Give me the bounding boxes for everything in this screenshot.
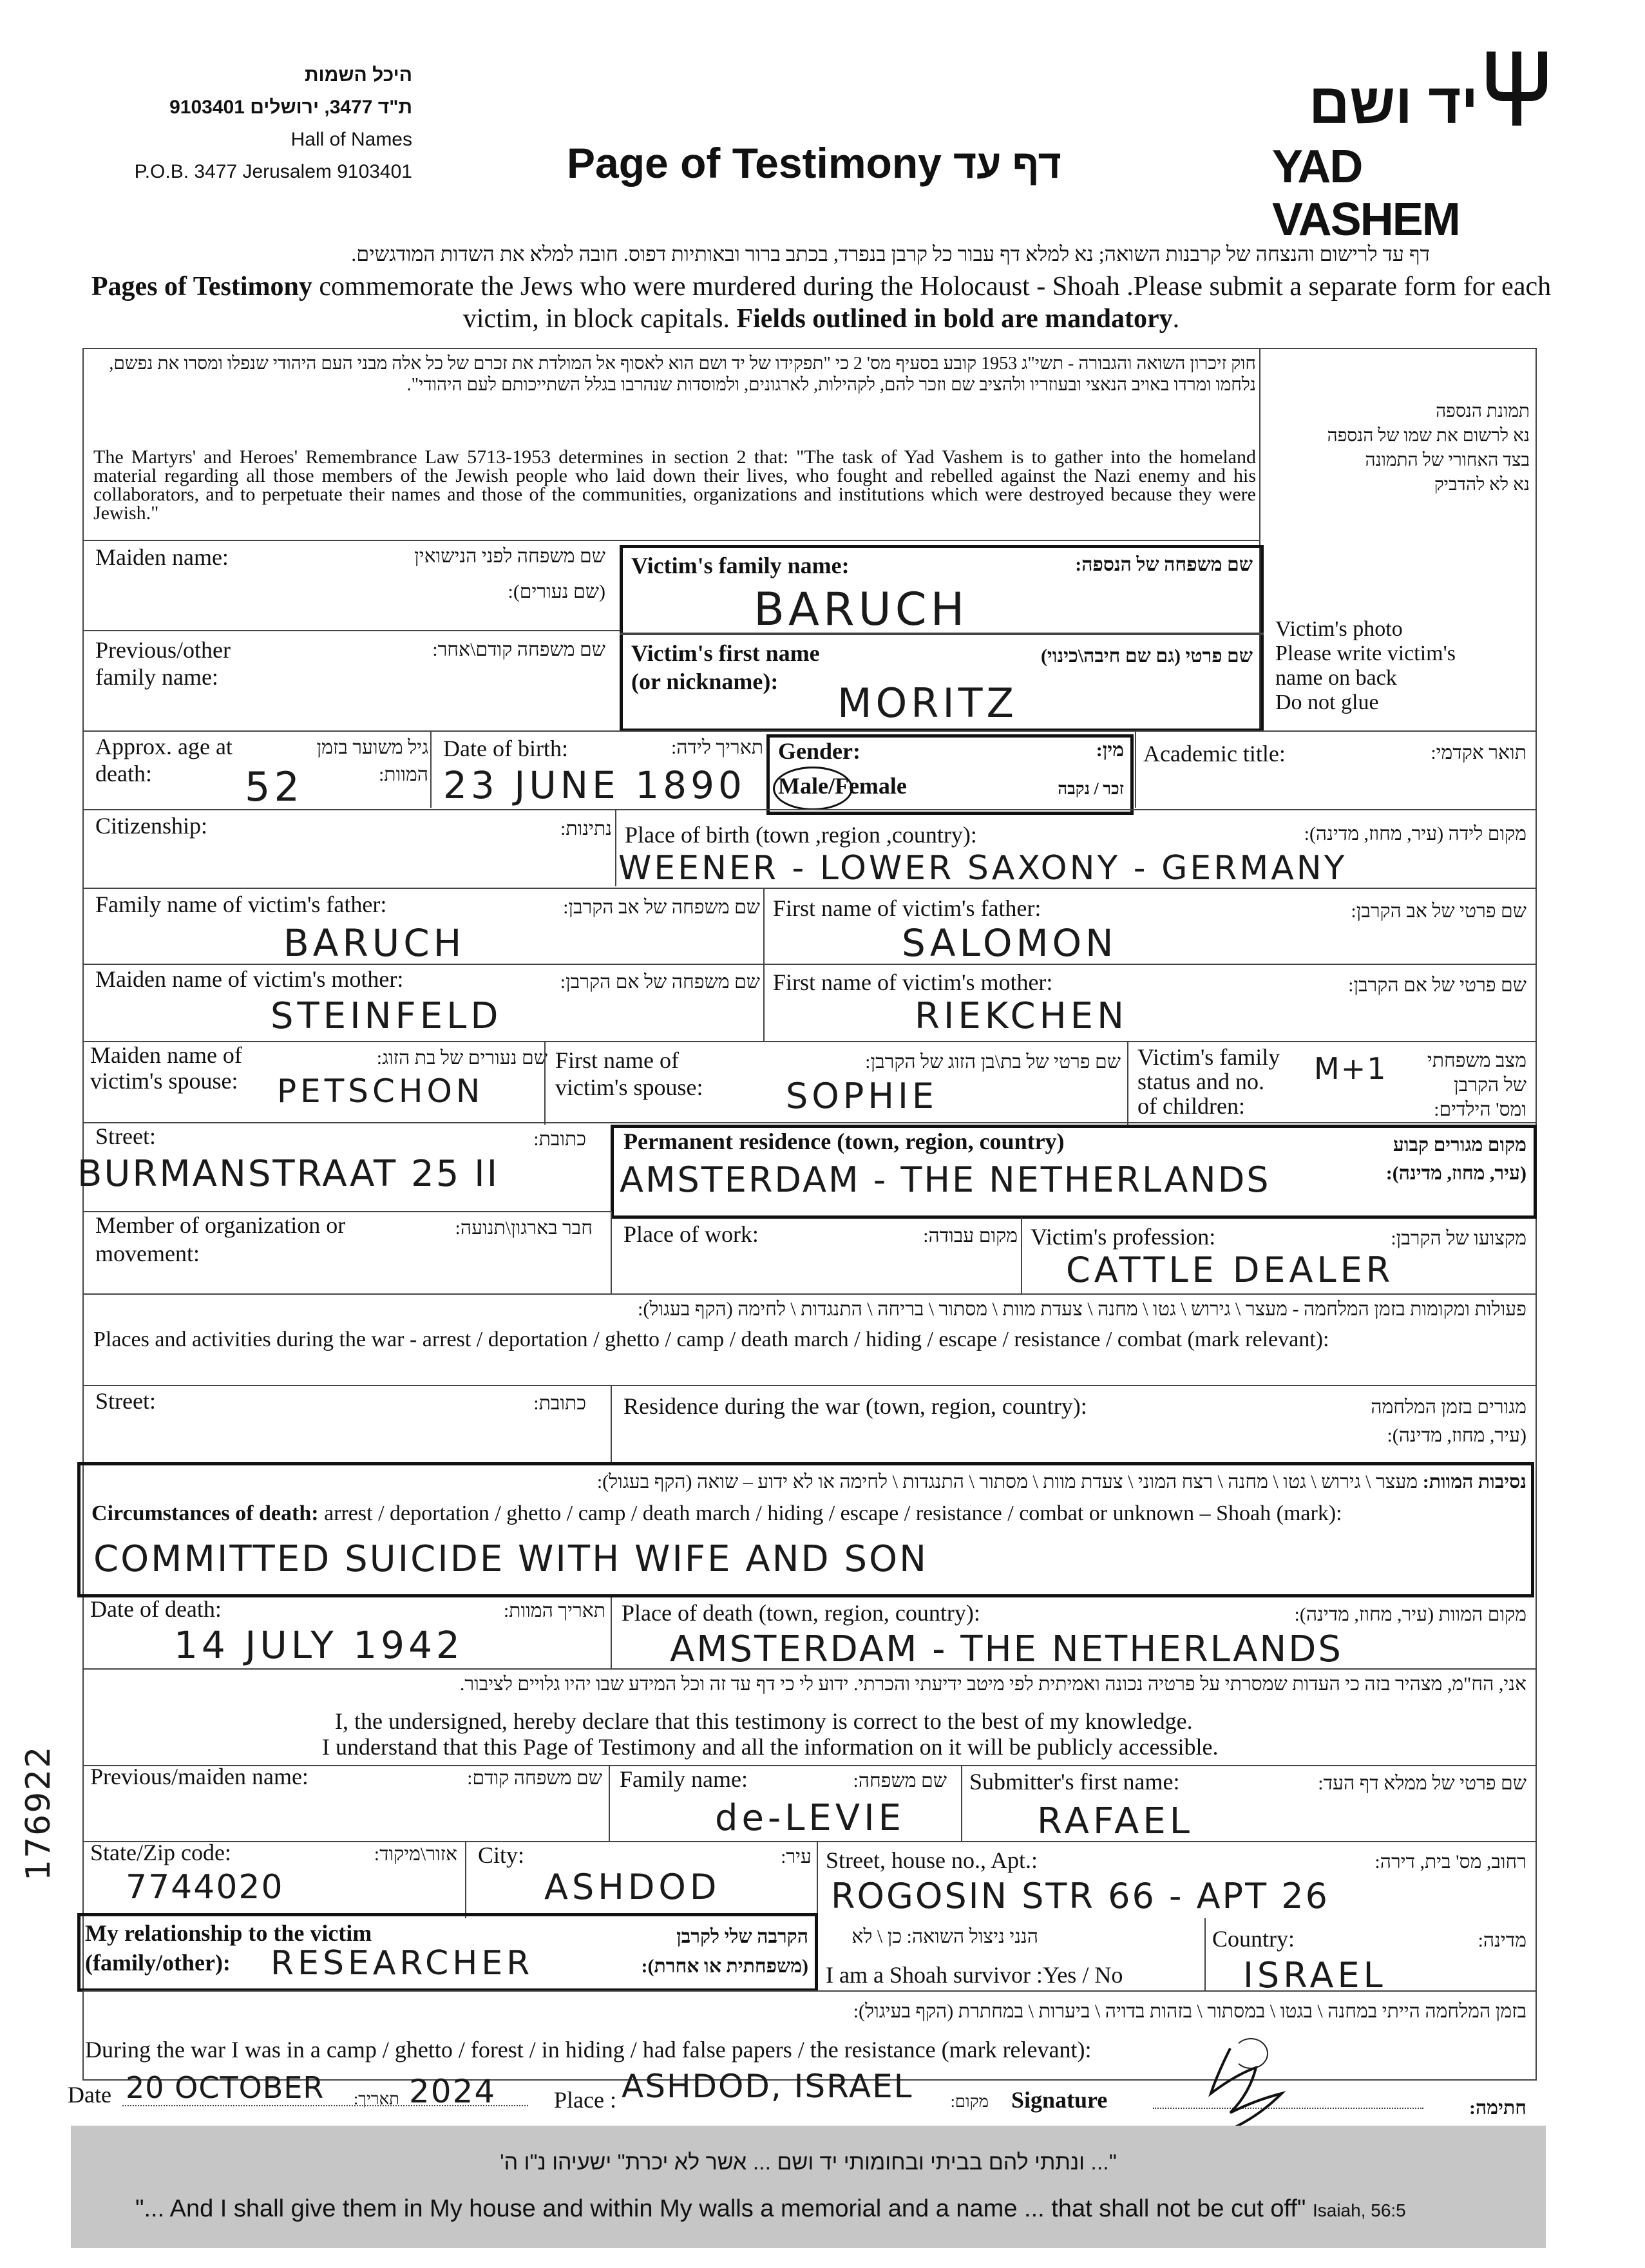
war-places-en[interactable]: Places and activities during the war - arrest / deportation / ghetto / camp / death march / hiding / escape / resistance / combat (mark relevant): — [93, 1328, 1329, 1351]
age-label-1: Approx. age at — [95, 734, 233, 759]
mother-maiden-value[interactable]: STEINFELD — [271, 995, 502, 1037]
age-value[interactable]: 52 — [245, 763, 303, 810]
gender-label-he: מין: — [1096, 739, 1124, 761]
academic-label: Academic title: — [1143, 741, 1286, 767]
dob-value[interactable]: 23 JUNE 1890 — [443, 763, 746, 807]
street-submitter-label: Street, house no., Apt.: — [826, 1847, 1038, 1873]
survivor-label[interactable]: I am a Shoah survivor :Yes / No — [826, 1962, 1123, 1988]
footer-quote-en — [135, 2195, 1406, 2223]
academic-label-he: תואר אקדמי: — [1431, 742, 1526, 763]
age-label — [95, 733, 233, 787]
first-name-label-2: (or nickname): — [631, 669, 779, 694]
signature-label-he: חתימה: — [1469, 2097, 1526, 2119]
family-status-label-he-3: ומס' הילדים: — [1434, 1099, 1526, 1120]
submitter-family-value[interactable]: de-LEVIE — [715, 1797, 905, 1839]
father-first-label-he: שם פרטי של אב הקרבן: — [1351, 901, 1526, 922]
family-status-label-1: Victim's family — [1137, 1044, 1280, 1070]
organization-label-1: Member of organization or — [95, 1212, 346, 1238]
residence-label-he — [1288, 1131, 1526, 1188]
intro-en-end: . — [1172, 304, 1180, 334]
gender-label: Gender: — [778, 738, 861, 764]
address-block — [129, 59, 412, 188]
footer-quote-en-text: "... And I shall give them in My house and within My walls a memorial and a name ... that shall not be cut off" — [135, 2195, 1306, 2222]
citizenship-label-he: נתינות: — [560, 818, 612, 839]
war-residence-label-he — [1314, 1393, 1526, 1450]
first-name-value[interactable]: MORITZ — [837, 680, 1018, 727]
spouse-first-label-2: victim's spouse: — [555, 1074, 703, 1100]
maiden-name-label: Maiden name: — [95, 544, 229, 570]
address-he-1: היכל השמות — [304, 64, 412, 86]
prev-family-label-he: שם משפחה קודם\אחר: — [432, 639, 605, 660]
spouse-first-value[interactable]: SOPHIE — [786, 1076, 938, 1116]
place-label: Place : — [554, 2087, 616, 2113]
logo-en: YAD VASHEM — [1272, 141, 1460, 245]
date-label: Date — [68, 2082, 111, 2108]
photo-note-he — [1266, 399, 1530, 497]
war-places-he: פעולות ומקומות בזמן המלחמה - מעצר \ גירוש \ גטו \ מחנה \ צעדת מוות \ מסתור \ בריחה \ התנגדות \ לחימה (הקף בעגול): — [638, 1299, 1526, 1320]
address-he-2: ת"ד 3477, ירושלים 9103401 — [169, 97, 412, 118]
submitter-family-label: Family name: — [620, 1766, 748, 1792]
family-status-value[interactable]: M+1 — [1314, 1051, 1387, 1086]
dod-value[interactable]: 14 JULY 1942 — [174, 1623, 464, 1667]
place-value[interactable]: ASHDOD, ISRAEL — [622, 2068, 913, 2105]
photo-en-3: name on back — [1275, 666, 1397, 690]
date-label-he: תאריך: — [353, 2090, 399, 2108]
organization-label-2: movement: — [95, 1241, 200, 1266]
footer-band — [71, 2126, 1546, 2248]
relationship-label-2: (family/other): — [85, 1950, 231, 1976]
spouse-maiden-label — [90, 1042, 242, 1094]
page-title: Page of Testimony — [567, 139, 942, 187]
family-status-label-he-1: מצב משפחתי — [1427, 1050, 1526, 1071]
age-label-2: death: — [95, 761, 152, 786]
submitter-first-label: Submitter's first name: — [969, 1769, 1180, 1795]
workplace-label-he: מקום עבודה: — [923, 1225, 1018, 1246]
gender-male-circle — [773, 767, 853, 810]
intro-en — [90, 271, 1552, 335]
gender-options-he: זכר / נקבה — [1058, 779, 1124, 798]
place-label-he: מקום: — [950, 2092, 989, 2111]
yad-vashem-emblem-icon — [1485, 45, 1549, 129]
photo-en-4: Do not glue — [1275, 691, 1379, 714]
country-value[interactable]: ISRAEL — [1243, 1955, 1387, 1996]
dob-label: Date of birth: — [443, 736, 568, 761]
footer-quote-he: "... ונתתי להם בביתי ובחומותי יד ושם ... אשר לא יכרת" ישעיהו נ"ו ה' — [500, 2150, 1117, 2175]
age-label-he — [283, 734, 428, 788]
first-name-label — [631, 639, 820, 696]
residence-label-he-1: מקום מגורים קבוע — [1393, 1134, 1526, 1156]
family-name-value[interactable]: BARUCH — [754, 583, 969, 636]
mother-first-label-he: שם פרטי של אם הקרבן: — [1348, 975, 1526, 996]
circumstances-en — [91, 1501, 1342, 1527]
logo-he: יד ושם — [1308, 71, 1478, 135]
father-family-value[interactable]: BARUCH — [283, 921, 466, 965]
family-status-label-he-2: של הקרבן — [1454, 1074, 1526, 1096]
address-en-2: P.O.B. 3477 Jerusalem 9103401 — [134, 161, 412, 182]
age-label-he-1: גיל משוער בזמן — [316, 737, 428, 758]
profession-value[interactable]: CATTLE DEALER — [1066, 1250, 1394, 1290]
date-value-a[interactable]: 20 OCTOBER — [126, 2070, 325, 2105]
yad-vashem-logo — [1272, 45, 1549, 245]
circumstances-en-bold: Circumstances of death: — [91, 1501, 319, 1525]
father-first-value[interactable]: SALOMON — [902, 921, 1117, 965]
law-en: The Martyrs' and Heroes' Remembrance Law 5713-1953 determines in section 2 that: "The task of Yad Vashem is to gather into the homeland material regarding all those members of the Jewish people who laid down their lives, who fought and rebelled against the Nazi enemy and his collaborators, and to perpetuate their names and those of the communities, organizations and institutions which were destroyed because they were Jewish." — [93, 446, 1256, 524]
maiden-name-label-he: שם משפחה לפני הנישואין — [414, 546, 605, 567]
margin-number: 176922 — [19, 1745, 58, 1881]
submitter-war-he: בזמן המלחמה הייתי במחנה \ בגטו \ במסתור \ בזהות בדויה \ ביערות \ במחתרת (הקף בעיגול): — [853, 2001, 1526, 2022]
circumstances-he — [90, 1470, 1526, 1494]
spouse-maiden-label-1: Maiden name of — [90, 1042, 242, 1068]
dob-label-he: תאריך לידה: — [670, 737, 763, 758]
photo-en-1: Victim's photo — [1275, 617, 1403, 641]
circumstances-en-text: arrest / deportation / ghetto / camp / death march / hiding / escape / resistance / combat or unknown – Shoah (mark): — [318, 1501, 1342, 1525]
street-value[interactable]: BURMANSTRAAT 25 II — [77, 1153, 500, 1195]
footer-ref: Isaiah, 56:5 — [1312, 2200, 1406, 2220]
street-submitter-value[interactable]: ROGOSIN STR 66 - APT 26 — [831, 1876, 1329, 1916]
family-status-label-he — [1391, 1049, 1526, 1122]
zip-label-he: אזור\מיקוד: — [374, 1844, 457, 1865]
citizenship-label: Citizenship: — [95, 813, 207, 839]
residence-value[interactable]: AMSTERDAM - THE NETHERLANDS — [620, 1159, 1271, 1200]
relationship-label-he — [554, 1922, 808, 1981]
page-title-he: דף עד — [953, 142, 1061, 187]
father-first-label: First name of victim's father: — [773, 895, 1041, 921]
maiden-name-label-he2: (שם נעורים): — [508, 581, 605, 602]
mother-maiden-label-he: שם משפחה של אם הקרבן: — [560, 971, 760, 993]
residence-label: Permanent residence (town, region, country) — [623, 1129, 1065, 1154]
prev-family-label — [95, 636, 231, 691]
zip-value[interactable]: 7744020 — [126, 1868, 284, 1907]
intro-en-bold-1: Pages of Testimony — [91, 272, 312, 301]
intro-en-1: commemorate the Jews who were murdered during the Holocaust - Shoah .Please submit a separate form for each victim, in block capitals. — [312, 272, 1552, 334]
death-place-label-he: מקום המוות (עיר, מחוז, מדינה): — [1294, 1604, 1526, 1625]
address-en-1: Hall of Names — [290, 129, 412, 150]
photo-he-4: נא לא להדביק — [1434, 475, 1530, 495]
intro-en-bold-2: Fields outlined in bold are mandatory — [736, 304, 1173, 334]
relationship-value[interactable]: RESEARCHER — [271, 1944, 534, 1983]
country-label: Country: — [1212, 1926, 1295, 1952]
declaration-en-2: I understand that this Page of Testimony and all the information on it will be publicly accessible. — [322, 1734, 1219, 1760]
street-label: Street: — [95, 1123, 156, 1149]
survivor-label-he: הנני ניצול השואה: כן \ לא — [851, 1926, 1038, 1947]
photo-en-2: Please write victim's — [1275, 642, 1456, 665]
spouse-maiden-label-2: victim's spouse: — [90, 1068, 238, 1094]
war-residence-label: Residence during the war (town, region, country): — [623, 1393, 1087, 1419]
relationship-label-he-2: (משפחתית או אחרת): — [641, 1956, 808, 1977]
spouse-maiden-label-he: שם נעורים של בת הזוג: — [376, 1047, 547, 1069]
family-name-label-he: שם משפחה של הנספה: — [1075, 554, 1253, 575]
mother-first-label: First name of victim's mother: — [773, 969, 1053, 995]
age-label-he-2: המוות: — [378, 764, 428, 785]
circumstances-he-bold: נסיבות המוות: — [1422, 1471, 1526, 1492]
war-residence-label-he-1: מגורים בזמן המלחמה — [1371, 1396, 1526, 1418]
declaration-he: אני, הח"מ, מצהיר בזה כי העדות שמסרתי על פרטיה נכונה ואמיתית לפי מיטב ידיעתי והכרתי. ידוע לי כי דף עד זה וכל המידע שבו יהיו גלויים לציבור. — [459, 1673, 1526, 1695]
father-family-label-he: שם משפחה של אב הקרבן: — [563, 897, 760, 918]
city-value[interactable]: ASHDOD — [544, 1867, 721, 1907]
family-name-label: Victim's family name: — [631, 553, 850, 578]
first-name-label-1: Victim's first name — [631, 640, 820, 666]
submitter-war-en[interactable]: During the war I was in a camp / ghetto / forest / in hiding / had false papers / the resistance (mark relevant): — [85, 2037, 1092, 2063]
city-label: City: — [478, 1842, 525, 1868]
law-he: חוק זיכרון השואה והגבורה - תשי"ג 1953 קובע בסעיף מס' 2 כי "תפקידו של יד ושם הוא לאסוף אל המולדת את זכרם של כל אלה מבני העם היהודי שנפלו ומסרו את נפשם, נלחמו ומרדו באויב הנאצי ובעוזריו ולהציב שם וזכר להם, לקהילות, לארגונים, ולמוסדות שנהרבו בגלל השתייכותם לעם היהודי". — [109, 354, 1256, 395]
spouse-first-label-he: שם פרטי של בת\בן הזוג של הקרבן: — [865, 1051, 1121, 1072]
family-status-label — [1137, 1045, 1280, 1118]
death-place-label: Place of death (town, region, country): — [622, 1600, 980, 1626]
birthplace-label: Place of birth (town ,region ,country): — [625, 822, 977, 848]
spouse-first-label-1: First name of — [555, 1047, 679, 1073]
prev-family-label-2: family name: — [95, 664, 218, 690]
relationship-label-he-1: הקרבה שלי לקרבן — [676, 1926, 808, 1947]
father-family-label: Family name of victim's father: — [95, 891, 387, 917]
spouse-first-label — [555, 1047, 703, 1101]
birthplace-value[interactable]: WEENER - LOWER SAXONY - GERMANY — [618, 849, 1347, 888]
prev-family-label-1: Previous/other — [95, 637, 231, 663]
declaration-en-1: I, the undersigned, hereby declare that this testimony is correct to the best of my knowledge. — [335, 1708, 1193, 1734]
submitter-family-label-he: שם משפחה: — [853, 1770, 947, 1791]
dod-label: Date of death: — [90, 1596, 222, 1622]
spouse-maiden-value[interactable]: PETSCHON — [277, 1072, 484, 1110]
submitter-prev-label-he: שם משפחה קודם: — [467, 1768, 602, 1789]
profession-label: Victim's profession: — [1031, 1224, 1216, 1250]
organization-label — [95, 1211, 345, 1268]
family-status-label-2: status and no. — [1137, 1069, 1264, 1094]
war-street-label: Street: — [95, 1388, 156, 1414]
profession-label-he: מקצועו של הקרבן: — [1391, 1228, 1526, 1249]
zip-label: State/Zip code: — [90, 1840, 231, 1865]
photo-he-2: נא לרשום את שמו של הנספה — [1327, 426, 1530, 446]
family-status-label-3: of children: — [1137, 1093, 1245, 1119]
circumstances-value[interactable]: COMMITTED SUICIDE WITH WIFE AND SON — [93, 1538, 928, 1580]
mother-maiden-label: Maiden name of victim's mother: — [95, 966, 404, 992]
war-residence-label-he-2: (עיר, מחוז, מדינה): — [1387, 1425, 1526, 1446]
birthplace-label-he: מקום לידה (עיר, מחוז, מדינה): — [1304, 823, 1526, 844]
war-street-label-he: כתובת: — [533, 1393, 586, 1414]
country-label-he: מדינה: — [1478, 1930, 1526, 1951]
submitter-prev-label: Previous/maiden name: — [90, 1764, 309, 1789]
submitter-first-label-he: שם פרטי של ממלא דף העד: — [1318, 1773, 1526, 1794]
relationship-label-1: My relationship to the victim — [85, 1920, 372, 1946]
photo-he-3: בצד האחורי של התמונה — [1365, 450, 1530, 470]
residence-label-he-2: (עיר, מחוז, מדינה): — [1385, 1163, 1526, 1184]
intro-he: דף עד לרישום והנצחה של קרבנות השואה; נא למלא דף עבור כל קרבן בנפרד, בכתב ברור ובאותיות דפוס. חובה למלא את השדות המודגשים. — [351, 242, 1430, 265]
gender-options[interactable]: Male/Female — [778, 773, 907, 799]
circumstances-he-text: מעצר \ גירוש \ גטו \ מחנה \ רצח המוני \ צעדת מוות \ מסתור \ התנגדות \ לחימה או לא ידוע – שואה (הקף בעגול): — [596, 1471, 1423, 1492]
signature-label: Signature — [1011, 2087, 1108, 2113]
city-label-he: עיר: — [781, 1846, 812, 1867]
dod-label-he: תאריך המוות: — [503, 1600, 605, 1621]
workplace-label: Place of work: — [623, 1221, 759, 1247]
submitter-first-value[interactable]: RAFAEL — [1037, 1800, 1193, 1842]
first-name-label-he: שם פרטי (גם שם חיבה\כינוי) — [1040, 645, 1253, 667]
date-value-b[interactable]: 2024 — [409, 2073, 497, 2110]
death-place-value[interactable]: AMSTERDAM - THE NETHERLANDS — [670, 1628, 1343, 1670]
organization-label-he: חבר בארגון\תנועה: — [455, 1217, 593, 1239]
street-submitter-label-he: רחוב, מס' בית, דירה: — [1374, 1851, 1526, 1873]
street-label-he: כתובת: — [533, 1129, 586, 1150]
mother-first-value[interactable]: RIEKCHEN — [915, 995, 1128, 1037]
photo-he-1: תמונת הנספה — [1436, 401, 1530, 421]
photo-note-en — [1275, 617, 1526, 715]
